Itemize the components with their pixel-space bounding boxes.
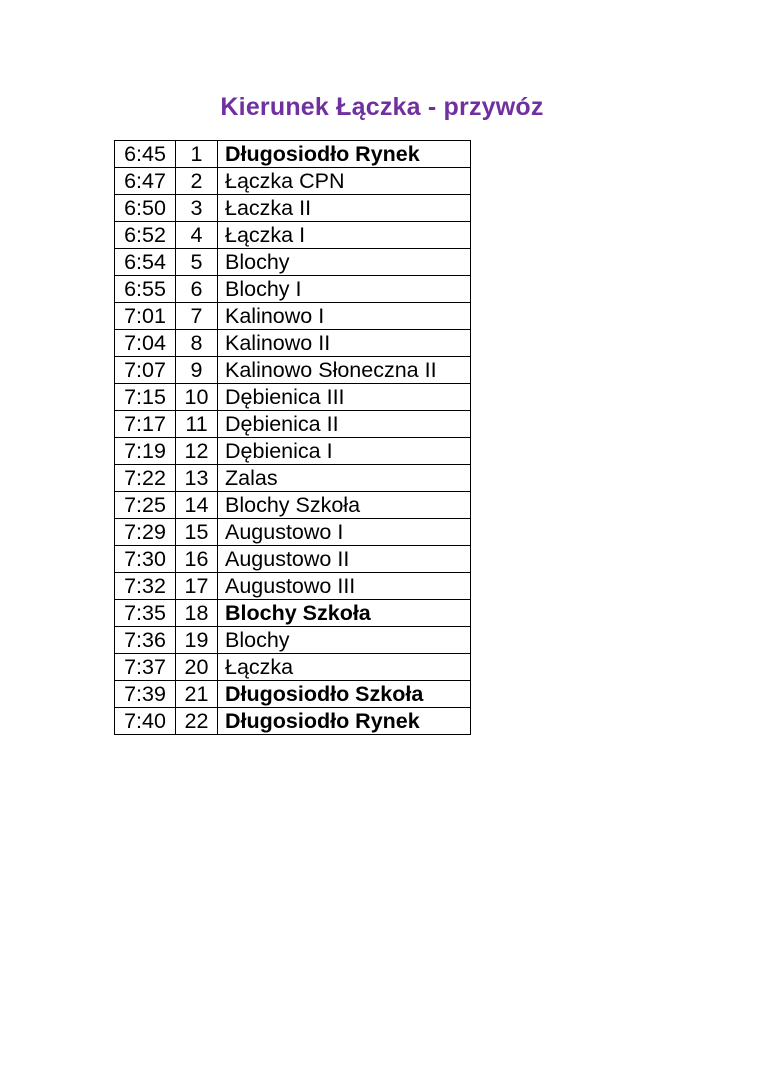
departure-time: 7:29: [115, 519, 176, 546]
stop-name: Dębienica III: [218, 384, 471, 411]
stop-number: 2: [176, 168, 218, 195]
page-title: Kierunek Łączka - przywóz: [220, 93, 544, 121]
departure-time: 6:52: [115, 222, 176, 249]
stop-number: 8: [176, 330, 218, 357]
stop-name: Blochy: [218, 249, 471, 276]
departure-time: 7:01: [115, 303, 176, 330]
stop-name: Blochy: [218, 627, 471, 654]
table-row: [115, 276, 471, 303]
departure-time: 7:07: [115, 357, 176, 384]
table-row: [115, 708, 471, 735]
stop-name: Kalinowo II: [218, 330, 471, 357]
table-row: [115, 519, 471, 546]
stop-number: 9: [176, 357, 218, 384]
stop-name: Augustowo II: [218, 546, 471, 573]
stop-number: 15: [176, 519, 218, 546]
table-row: [115, 411, 471, 438]
departure-time: 6:54: [115, 249, 176, 276]
stop-name: Kalinowo Słoneczna II: [218, 357, 471, 384]
stop-number: 5: [176, 249, 218, 276]
departure-time: 7:36: [115, 627, 176, 654]
table-row: [115, 195, 471, 222]
stop-number: 14: [176, 492, 218, 519]
stop-number: 13: [176, 465, 218, 492]
stop-number: 3: [176, 195, 218, 222]
schedule-table: [114, 140, 471, 735]
table-row: [115, 384, 471, 411]
table-row: [115, 573, 471, 600]
table-row: [115, 249, 471, 276]
departure-time: 6:47: [115, 168, 176, 195]
stop-name: Zalas: [218, 465, 471, 492]
table-row: [115, 357, 471, 384]
stop-name: Blochy I: [218, 276, 471, 303]
table-row: [115, 681, 471, 708]
departure-time: 7:39: [115, 681, 176, 708]
departure-time: 7:35: [115, 600, 176, 627]
departure-time: 7:04: [115, 330, 176, 357]
stop-number: 10: [176, 384, 218, 411]
stop-number: 4: [176, 222, 218, 249]
stop-number: 20: [176, 654, 218, 681]
table-row: [115, 141, 471, 168]
table-row: [115, 168, 471, 195]
table-row: [115, 492, 471, 519]
departure-time: 7:30: [115, 546, 176, 573]
stop-number: 18: [176, 600, 218, 627]
stop-name: Blochy Szkoła: [218, 600, 471, 627]
table-row: [115, 303, 471, 330]
stop-name: Augustowo I: [218, 519, 471, 546]
stop-number: 22: [176, 708, 218, 735]
stop-name: Kalinowo I: [218, 303, 471, 330]
stop-name: Długosiodło Rynek: [218, 708, 471, 735]
table-row: [115, 654, 471, 681]
stop-name: Długosiodło Rynek: [218, 141, 471, 168]
stop-name: Łączka: [218, 654, 471, 681]
stop-name: Łączka CPN: [218, 168, 471, 195]
stop-number: 11: [176, 411, 218, 438]
stop-name: Łączka I: [218, 222, 471, 249]
departure-time: 7:37: [115, 654, 176, 681]
table-row: [115, 330, 471, 357]
stop-name: Augustowo III: [218, 573, 471, 600]
stop-name: Blochy Szkoła: [218, 492, 471, 519]
stop-name: Dębienica I: [218, 438, 471, 465]
departure-time: 6:45: [115, 141, 176, 168]
departure-time: 6:55: [115, 276, 176, 303]
stop-number: 6: [176, 276, 218, 303]
stop-number: 1: [176, 141, 218, 168]
stop-name: Łaczka II: [218, 195, 471, 222]
departure-time: 7:25: [115, 492, 176, 519]
departure-time: 7:40: [115, 708, 176, 735]
departure-time: 7:19: [115, 438, 176, 465]
departure-time: 7:15: [115, 384, 176, 411]
departure-time: 7:22: [115, 465, 176, 492]
departure-time: 6:50: [115, 195, 176, 222]
table-row: [115, 438, 471, 465]
stop-name: Długosiodło Szkoła: [218, 681, 471, 708]
stop-number: 12: [176, 438, 218, 465]
stop-number: 19: [176, 627, 218, 654]
departure-time: 7:17: [115, 411, 176, 438]
table-row: [115, 546, 471, 573]
table-row: [115, 627, 471, 654]
stop-number: 16: [176, 546, 218, 573]
stop-number: 17: [176, 573, 218, 600]
table-row: [115, 222, 471, 249]
stop-name: Dębienica II: [218, 411, 471, 438]
departure-time: 7:32: [115, 573, 176, 600]
schedule-table-body: [115, 141, 471, 735]
stop-number: 21: [176, 681, 218, 708]
table-row: [115, 600, 471, 627]
stop-number: 7: [176, 303, 218, 330]
table-row: [115, 465, 471, 492]
